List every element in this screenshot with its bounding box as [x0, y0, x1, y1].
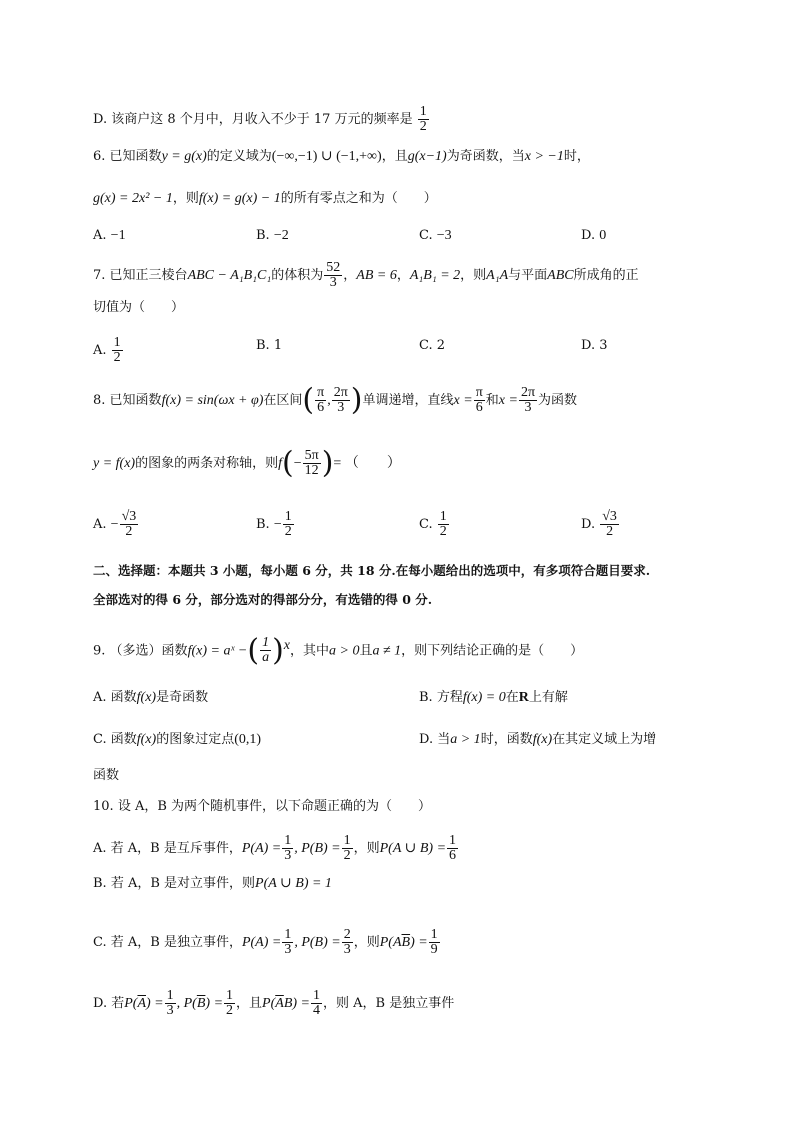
q7-option-c: C. 2	[419, 338, 446, 353]
q7-option-a: A. $\frac{1}{2}$	[93, 335, 121, 365]
question-number: 6.	[93, 149, 106, 164]
q6-option-c: C. −3	[419, 228, 452, 243]
q10-option-a: A. 若 A，B 是互斥事件，P(A) = $\frac{1}{3}$ , P(B) = $\frac{1}{2}$ ，则P(A ∪ B) = $\frac{1}{6}$	[93, 833, 457, 863]
q9-option-d: D. 当a > 1时，函数f(x)在其定义域上为增	[419, 732, 657, 747]
q7-option-d: D. 3	[581, 338, 608, 353]
q8-option-a: A. − $\frac{√3}{2}$	[93, 509, 137, 539]
q9-option-b: B. 方程f(x) = 0在R上有解	[419, 690, 568, 705]
q8-line1: 8. 已知函数f(x) = sin(ωx + φ)在区间( $\frac{\pi}{6}$ , $\frac{2\pi}{3}$ )单调递增，直线x = $\frac{\pi}{6}$ 和x = $\frac{2\pi}{3}$ 为函数	[93, 382, 578, 418]
question-number: 8.	[93, 393, 106, 408]
q6-option-a: A. −1	[93, 228, 126, 243]
q9-option-c: C. 函数f(x)的图象过定点(0,1)	[93, 732, 262, 747]
question-number: 9.	[93, 643, 106, 659]
section-2-instructions: 全部选对的得 6 分，部分选对的得部分分，有选错的得 0 分.	[93, 592, 433, 607]
q7-option-b: B. 1	[256, 338, 283, 353]
q8-option-d: D. $\frac{√3}{2}$	[581, 509, 617, 539]
q9-option-a: A. 函数f(x)是奇函数	[93, 690, 209, 705]
q6-option-d: D. 0	[581, 228, 607, 243]
q10-stem: 10. 设 A，B 为两个随机事件，以下命题正确的为（ ）	[93, 799, 432, 814]
q6-line2: g(x) = 2x² − 1，则f(x) = g(x) − 1的所有零点之和为（ ）	[93, 191, 437, 206]
fraction: $\frac{52}{3}$	[326, 260, 341, 290]
q8-option-c: C. $\frac{1}{2}$	[419, 509, 447, 539]
section-2-heading: 二、选择题：本题共 3 小题，每小题 6 分，共 18 分.在每小题给出的选项中，有多项符合题目要求.	[93, 563, 651, 578]
q8-line2: y = f(x)的图象的两条对称轴，则f(− $\frac{5\pi}{12}$ )= （ ）	[93, 445, 401, 481]
q5-option-d	[93, 105, 430, 134]
q9-option-d-wrap: 函数	[93, 768, 120, 783]
q7-line1: 7. 已知正三棱台ABC − A₁B₁C₁的体积为 $\frac{52}{3}$ ，AB = 6，A₁B₁ = 2，则A₁A与平面ABC所成角的正	[93, 260, 639, 290]
q9-line1: 9. （多选）函数f(x) = aˣ −( $\frac{1}{a}$ )$^x$，其中a > 0且a ≠ 1，则下列结论正确的是（ ）	[93, 632, 584, 668]
q6-line1: 6. 已知函数y = g(x)的定义域为(−∞,−1) ∪ (−1,+∞)，且g(x−1)为奇函数，当x > −1时，	[93, 149, 590, 164]
q10-option-c: C. 若 A，B 是独立事件，P(A) = $\frac{1}{3}$ , P(B) = $\frac{2}{3}$ ，则$P(A\overline{B})$ = $\frac{1}{9}$	[93, 927, 438, 957]
question-number: 7.	[93, 268, 106, 283]
fraction: $\frac{1}{2}$	[419, 104, 427, 134]
q6-option-b: B. −2	[256, 228, 289, 243]
q8-option-b: B. − $\frac{1}{2}$	[256, 509, 292, 539]
q7-line2: 切值为（ ）	[93, 300, 185, 315]
option-text: 该商户这 8 个月中，月收入不少于 17 万元的频率是	[111, 112, 413, 127]
option-label: D.	[93, 112, 108, 127]
q10-option-b: B. 若 A，B 是对立事件，则P(A ∪ B) = 1	[93, 876, 332, 891]
q10-option-d: D. 若$P(\overline{A})$ = $\frac{1}{3}$ , $P(\overline{B})$ = $\frac{1}{2}$ ，且$P(\overline{A}B)$ = $\frac{1}{4}$ ，则 A，B 是独立事件	[93, 988, 455, 1018]
